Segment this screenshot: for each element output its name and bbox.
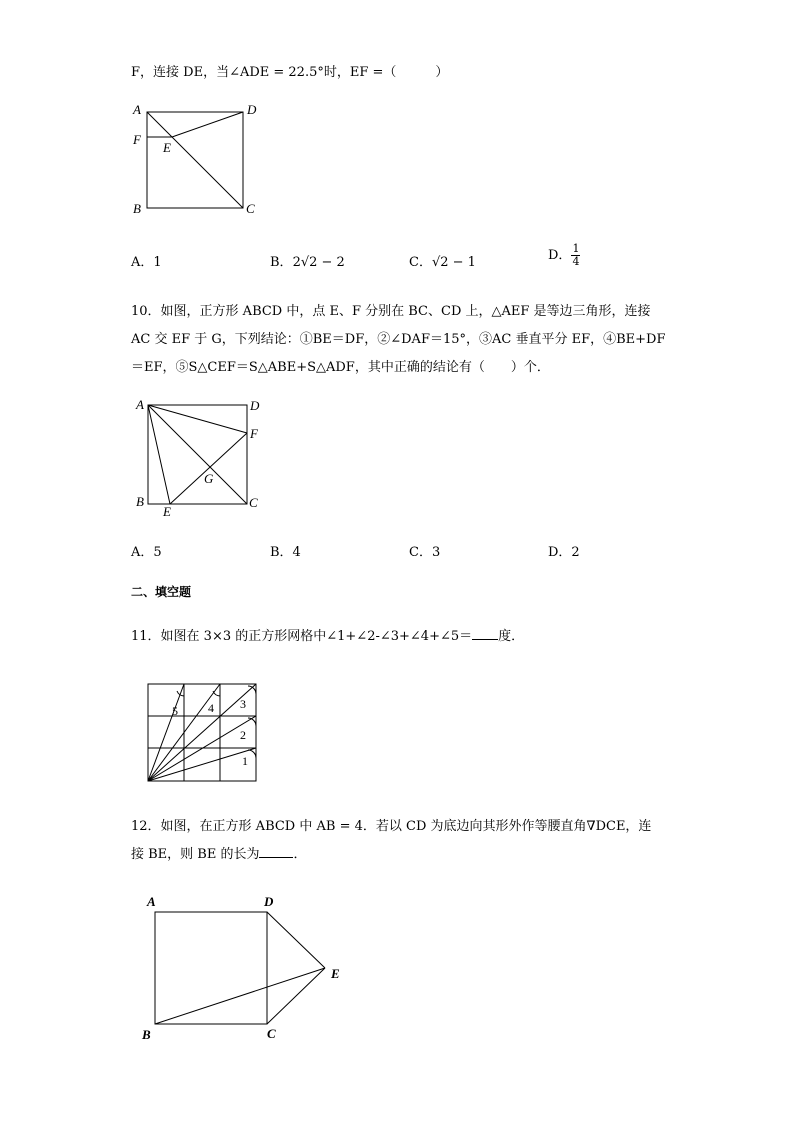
q9-diagonal-ac [147, 112, 243, 208]
q10-line-3: ＝EF，⑤S△CEF＝S△ABE+S△ADF，其中正确的结论有（ ）个． [131, 360, 550, 375]
q9-option-d-numerator: 1 [572, 242, 580, 255]
q9-option-b-prefix: B． [270, 255, 293, 270]
q11-label-4: 4 [208, 701, 214, 715]
q11-answer-blank [472, 639, 498, 640]
q10-option-d: D．2 [548, 545, 580, 560]
q10-option-a: A．5 [131, 545, 162, 560]
q12-segment-de [267, 912, 325, 968]
q9-label-a: A [133, 102, 141, 117]
q9-option-d [548, 243, 580, 268]
q9-option-d-prefix: D． [548, 248, 572, 263]
q10-segment-af [148, 405, 247, 433]
q11-ray-5 [148, 684, 184, 781]
q9-figure [120, 95, 280, 225]
q10-segment-ae [148, 405, 170, 504]
q11-stem [131, 625, 524, 644]
q10-line-2: AC 交 EF 于 G，下列结论：①BE＝DF，②∠DAF＝15°，③AC 垂直平分 EF，④BE+DF [131, 332, 666, 347]
q9-option-a: A．1 [131, 255, 162, 270]
q12-label-b: B [142, 1027, 151, 1042]
q9-option-d-denominator: 4 [572, 255, 580, 268]
q9-label-d: D [247, 102, 257, 117]
q9-option-c [409, 251, 476, 270]
q12-segment-ce [267, 968, 325, 1024]
q12-text-before: 接 BE，则 BE 的长为 [131, 847, 260, 862]
q9-option-b-value: 2√2 − 2 [292, 255, 345, 270]
q10-segment-ef [170, 433, 247, 504]
q12-line-2 [131, 843, 307, 862]
q11-ray-1 [148, 748, 256, 781]
q9-segment-de [172, 112, 243, 137]
q12-text-after: ． [293, 847, 307, 862]
q12-figure [135, 888, 355, 1048]
q10-option-b: B．4 [270, 545, 301, 560]
section-title-fill-in: 二、填空题 [131, 585, 192, 599]
q9-stem-tail: F，连接 DE，当∠ADE = 22.5°时，EF =（ ） [131, 65, 449, 80]
q12-label-e: E [331, 966, 340, 981]
q12-line-1: 12．如图，在正方形 ABCD 中 AB = 4．若以 CD 为底边向其形外作等腰直角∇DCE，连 [131, 819, 652, 834]
q9-option-b [270, 251, 345, 270]
q11-label-1: 1 [242, 754, 248, 768]
q10-option-c: C．3 [409, 545, 441, 560]
q10-label-c: C [249, 495, 258, 510]
q9-option-c-prefix: C． [409, 255, 432, 270]
q11-figure [140, 678, 265, 788]
q11-text-after: 度． [498, 629, 525, 644]
q10-label-f: F [250, 426, 258, 441]
q12-square [155, 912, 267, 1024]
q10-diagonal-ac [148, 405, 247, 504]
q9-option-d-fraction [571, 243, 580, 268]
q11-text-before: 11．如图在 3×3 的正方形网格中∠1+∠2-∠3+∠4+∠5＝ [131, 629, 473, 644]
q9-label-f: F [133, 132, 141, 147]
q9-label-c: C [246, 201, 255, 216]
q10-label-a: A [136, 397, 144, 412]
q11-label-3: 3 [240, 697, 246, 711]
q12-label-d: D [264, 894, 274, 909]
q10-label-e: E [163, 504, 171, 519]
q9-label-e: E [163, 140, 171, 155]
q11-label-2: 2 [240, 728, 246, 742]
q10-figure [130, 393, 270, 523]
q10-label-g: G [204, 471, 214, 486]
q10-line-1: 10．如图，正方形 ABCD 中，点 E、F 分别在 BC、CD 上，△AEF 是等边三角形，连接 [131, 304, 651, 319]
q11-arc-1 [248, 750, 256, 758]
q9-label-b: B [133, 201, 141, 216]
q10-label-b: B [136, 494, 144, 509]
q10-label-d: D [250, 398, 260, 413]
q11-arc-2 [248, 718, 256, 726]
q12-segment-be [155, 968, 325, 1024]
q12-label-a: A [147, 894, 156, 909]
q12-answer-blank [259, 857, 293, 858]
q11-label-5: 5 [172, 704, 178, 718]
q9-option-c-value: √2 − 1 [431, 255, 476, 270]
q12-label-c: C [267, 1026, 276, 1041]
